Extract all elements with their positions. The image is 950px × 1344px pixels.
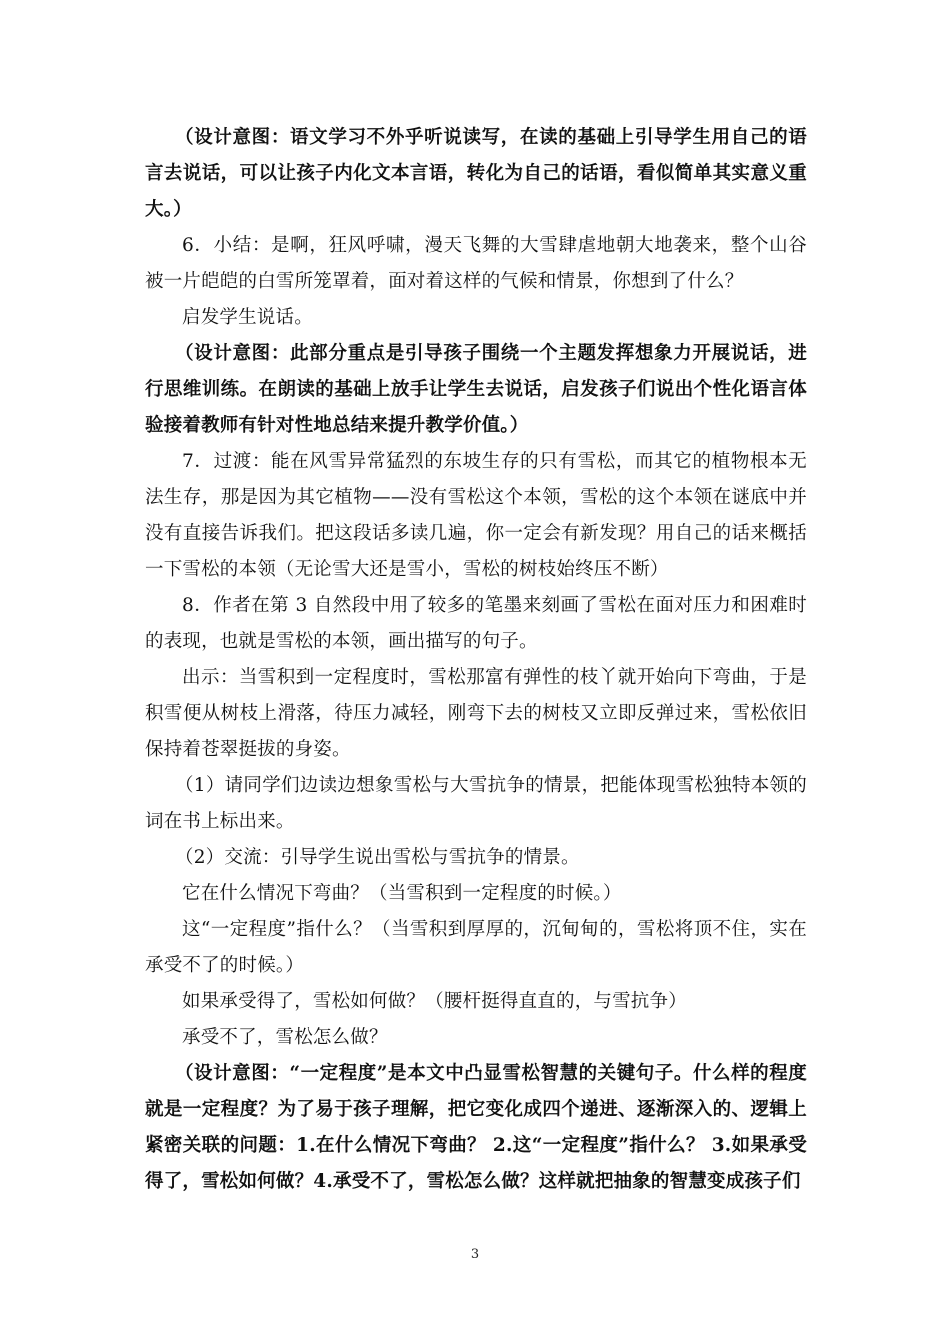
paragraph-question-1: 它在什么情况下弯曲？（当雪积到一定程度的时候。） (182, 883, 622, 904)
paragraph-question-3: 如果承受得了，雪松如何做？（腰杆挺得直直的，与雪抗争） (182, 991, 687, 1012)
paragraph-subitem-1: （1）请同学们边读边想象雪松与大雪抗争的情景，把能体现雪松独特本领的词在书上标出来。 (145, 775, 807, 832)
page-number: 3 (470, 1247, 480, 1262)
paragraph-question-4: 承受不了，雪松怎么做？ (182, 1027, 388, 1048)
paragraph-prompt: 启发学生说话。 (182, 307, 313, 328)
body-text (145, 120, 807, 1200)
design-intent-paragraph-2: （设计意图：此部分重点是引导孩子围绕一个主题发挥想象力开展说话，进行思维训练。在朗读的基础上放手让学生去说话，启发孩子们说出个性化语言体验接着教师有针对性地总结来提升教学价值。） (145, 343, 807, 436)
design-intent-paragraph-1: （设计意图：语文学习不外乎听说读写，在读的基础上引导学生用自己的语言去说话，可以让孩子内化文本言语，转化为自己的话语，看似简单其实意义重大。） (145, 127, 807, 220)
paragraph-question-2: 这“一定程度”指什么？（当雪积到厚厚的，沉甸甸的，雪松将顶不住，实在承受不了的时候。） (145, 919, 807, 976)
paragraph-summary: 6．小结：是啊，狂风呼啸，漫天飞舞的大雪肆虐地朝大地袭来，整个山谷被一片皑皑的白雪所笼罩着，面对着这样的气候和情景，你想到了什么？ (145, 235, 807, 292)
design-intent-paragraph-3: （设计意图：“一定程度”是本文中凸显雪松智慧的关键句子。什么样的程度就是一定程度？为了易于孩子理解，把它变化成四个递进、逐渐深入的、逻辑上紧密关联的问题：1.在什么情况下弯曲？ 2.这“一定程度”指什么？ 3.如果承受得了，雪松如何做？4.承受不了，雪松怎么做？这样就把抽象的智慧变成孩子们 (145, 1063, 807, 1192)
paragraph-display: 出示：当雪积到一定程度时，雪松那富有弹性的枝丫就开始向下弯曲，于是积雪便从树枝上滑落，待压力减轻，刚弯下去的树枝又立即反弹过来，雪松依旧保持着苍翠挺拔的身姿。 (145, 667, 807, 760)
paragraph-transition: 7．过渡：能在风雪异常猛烈的东坡生存的只有雪松，而其它的植物根本无法生存，那是因为其它植物——没有雪松这个本领，雪松的这个本领在谜底中并没有直接告诉我们。把这段话多读几遍，你一定会有新发现？用自己的话来概括一下雪松的本领（无论雪大还是雪小，雪松的树枝始终压不断） (145, 451, 807, 580)
paragraph-step-8: 8．作者在第 3 自然段中用了较多的笔墨来刻画了雪松在面对压力和困难时的表现，也就是雪松的本领，画出描写的句子。 (145, 595, 807, 652)
paragraph-subitem-2: （2）交流：引导学生说出雪松与雪抗争的情景。 (175, 847, 580, 868)
